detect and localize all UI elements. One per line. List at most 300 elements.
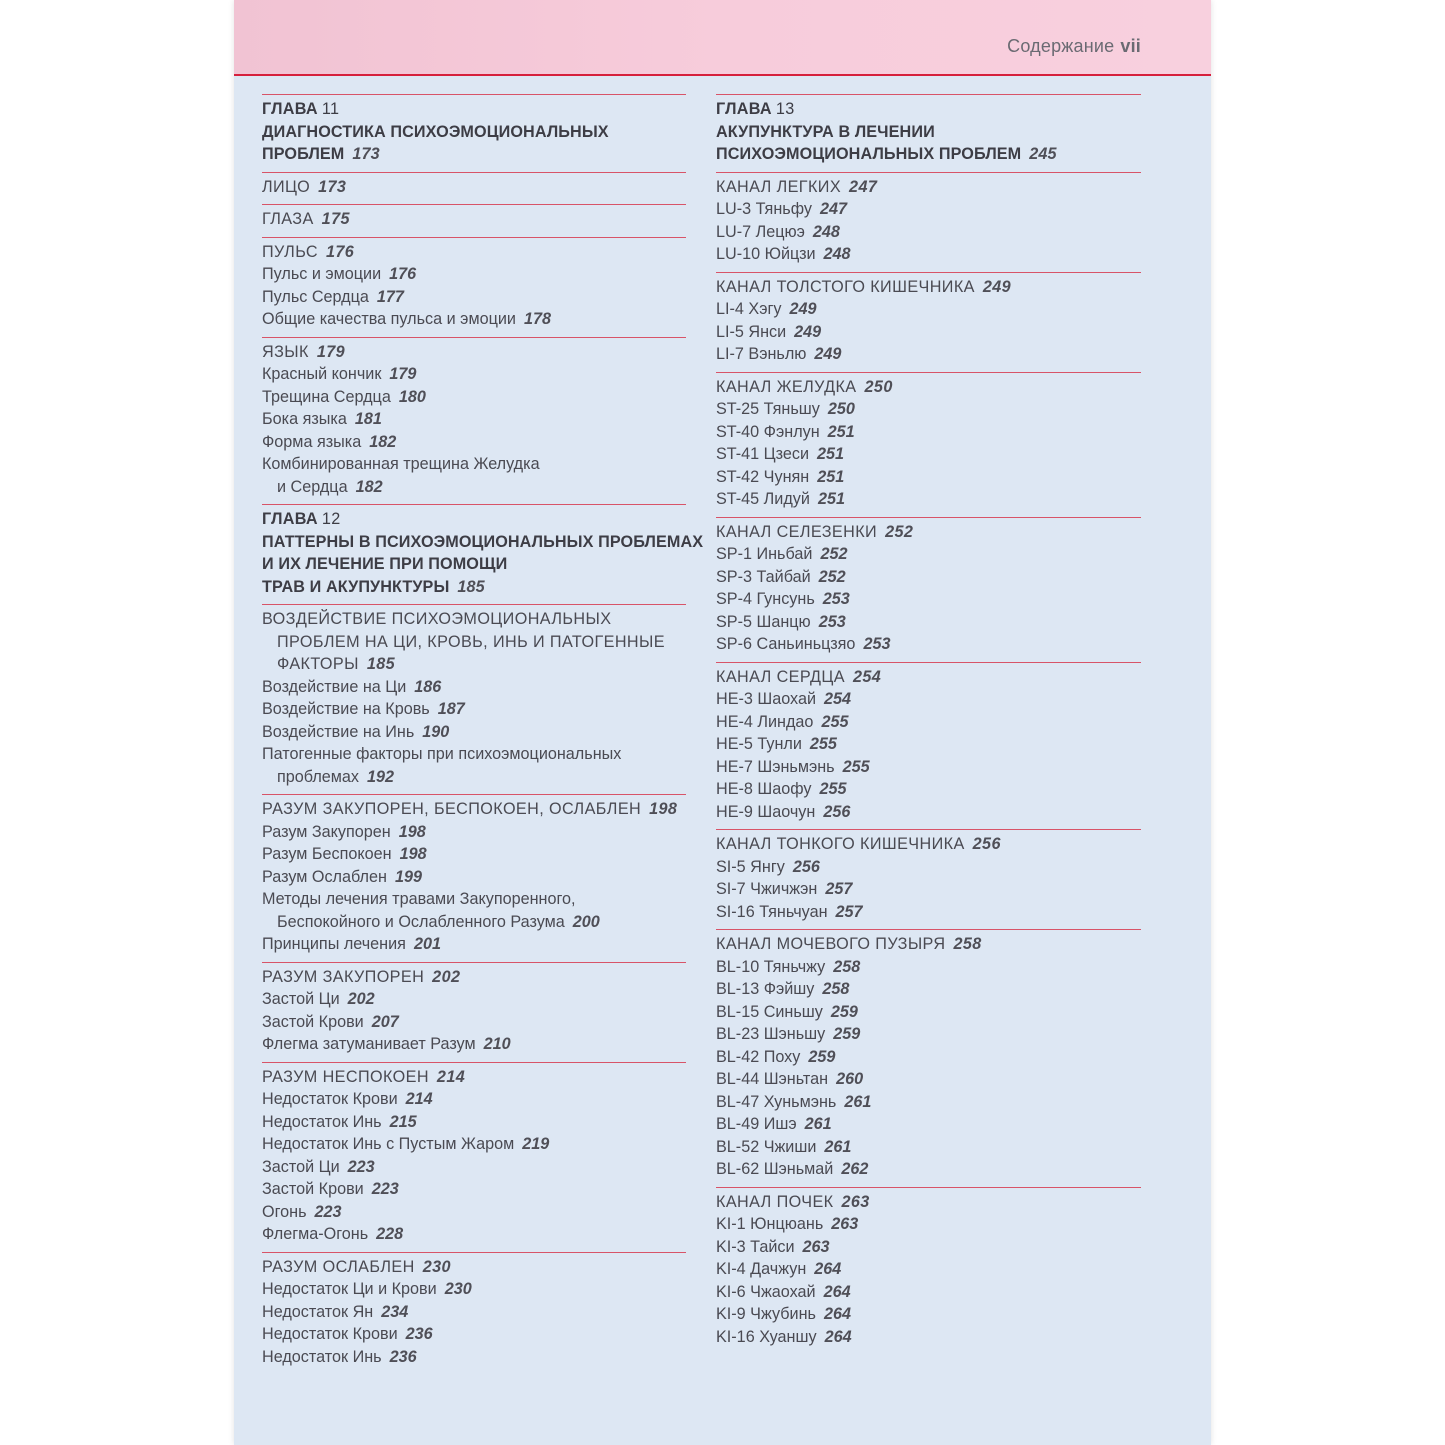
toc-section-heading <box>262 631 686 654</box>
toc-section <box>716 929 1141 1187</box>
toc-section <box>262 94 686 172</box>
entry-text: SP-5 Шанцю <box>716 612 811 631</box>
toc-entry <box>716 221 1141 244</box>
toc-entry <box>716 801 1141 824</box>
page-ref: 248 <box>823 245 851 263</box>
toc-section <box>262 504 704 604</box>
page-ref: 262 <box>841 1160 869 1178</box>
toc-section-heading <box>262 798 686 821</box>
header-band <box>234 0 1211 76</box>
entry-text: Разум Закупорен <box>262 822 391 841</box>
page-ref: 215 <box>389 1112 417 1131</box>
page-ref: 264 <box>823 1282 851 1301</box>
toc-entry <box>262 286 686 309</box>
page-ref: 251 <box>827 422 855 441</box>
entry-text: HE-9 Шаочун <box>716 802 816 821</box>
toc-entry <box>716 543 1141 566</box>
toc-section <box>262 204 686 237</box>
page-ref: 257 <box>825 880 853 898</box>
page-ref: 187 <box>437 700 465 718</box>
entry-text: ГЛАЗА <box>262 210 314 228</box>
page-ref: 230 <box>444 1280 472 1298</box>
toc-entry <box>262 988 686 1011</box>
toc-entry <box>716 243 1141 266</box>
entry-text: ПРОБЛЕМ НА ЦИ, КРОВЬ, ИНЬ И ПАТОГЕННЫЕ <box>277 632 665 651</box>
entry-text: Застой Ци <box>262 1157 340 1176</box>
chapter-title-line <box>716 121 1141 144</box>
entry-text: Застой Крови <box>262 1012 364 1031</box>
chapter-title-line <box>262 531 704 554</box>
toc-section-heading <box>262 208 686 231</box>
toc-section <box>716 1187 1141 1355</box>
entry-text: КАНАЛ ПОЧЕК <box>716 1192 834 1211</box>
toc-entry <box>716 878 1141 901</box>
toc-entry <box>716 711 1141 734</box>
entry-text: BL-15 Синьшу <box>716 1002 823 1021</box>
toc-entry <box>716 901 1141 924</box>
toc-section-heading <box>262 241 686 264</box>
entry-text: проблемах <box>277 767 359 786</box>
entry-text: Разум Беспокоен <box>262 845 392 863</box>
entry-text: SI-5 Янгу <box>716 857 785 876</box>
toc-entry <box>716 1001 1141 1024</box>
page-ref: 251 <box>817 467 845 486</box>
toc-section-heading <box>262 653 686 676</box>
toc-section <box>262 794 686 962</box>
page-ref: 263 <box>841 1192 870 1211</box>
toc-column-right <box>716 94 1141 1354</box>
page-ref: 261 <box>804 1115 832 1133</box>
toc-entry <box>262 1133 686 1156</box>
entry-text: ФАКТОРЫ <box>277 655 359 673</box>
toc-entry <box>262 386 686 409</box>
toc-entry <box>262 743 686 766</box>
toc-entry <box>262 1156 686 1179</box>
page-ref: 264 <box>814 1260 842 1278</box>
entry-text: Пульс и эмоции <box>262 265 382 283</box>
entry-text: Комбинированная трещина Желудка <box>262 455 540 473</box>
chapter-word: ГЛАВА <box>262 100 318 118</box>
entry-text: SI-16 Тяньчуан <box>716 902 828 921</box>
entry-text: Застой Ци <box>262 990 340 1008</box>
entry-text: Флегма-Огонь <box>262 1225 369 1243</box>
toc-section-heading <box>262 1066 686 1089</box>
toc-entry <box>262 676 686 699</box>
entry-text: КАНАЛ МОЧЕВОГО ПУЗЫРЯ <box>716 935 946 953</box>
page-ref: 253 <box>822 590 850 608</box>
page-ref: 186 <box>414 677 442 696</box>
chapter-title-text: ПАТТЕРНЫ В ПСИХОЭМОЦИОНАЛЬНЫХ ПРОБЛЕМАХ <box>262 532 704 551</box>
entry-text: HE-5 Тунли <box>716 735 802 753</box>
page-ref: 253 <box>818 612 846 631</box>
toc-section <box>262 337 686 505</box>
toc-entry <box>262 1301 686 1324</box>
entry-text: LI-7 Вэньлю <box>716 345 807 363</box>
page-ref: 207 <box>371 1012 399 1031</box>
toc-entry <box>716 1236 1141 1259</box>
entry-text: Патогенные факторы при психоэмоциональных <box>262 745 622 763</box>
toc-entry <box>262 888 686 911</box>
toc-entry <box>262 363 686 386</box>
page-ref: 179 <box>389 365 417 383</box>
running-head-label: Содержание <box>1007 36 1115 56</box>
toc-section <box>716 517 1141 662</box>
page-ref: 247 <box>819 200 847 218</box>
toc-entry <box>262 1201 686 1224</box>
chapter-title-line <box>262 553 686 576</box>
entry-text: РАЗУМ ОСЛАБЛЕН <box>262 1257 415 1276</box>
chapter-title-line <box>262 121 686 144</box>
page-ref: 256 <box>823 802 851 821</box>
entry-text: BL-47 Хуньмэнь <box>716 1092 837 1111</box>
page-ref: 179 <box>316 342 346 361</box>
page-ref: 175 <box>321 210 350 228</box>
page-ref: 253 <box>863 635 891 653</box>
toc-section-heading <box>262 176 686 199</box>
page-ref: 236 <box>405 1325 433 1343</box>
page-ref: 252 <box>818 567 846 586</box>
entry-text: KI-1 Юнцюань <box>716 1215 824 1233</box>
chapter-title-line <box>262 143 686 166</box>
page-ref: 260 <box>836 1070 864 1088</box>
toc-section <box>716 829 1141 929</box>
entry-text: и Сердца <box>277 477 348 496</box>
toc-section-heading <box>262 608 686 631</box>
toc-section <box>262 172 686 205</box>
entry-text: BL-49 Ишэ <box>716 1115 797 1133</box>
chapter-title-text: ТРАВ И АКУПУНКТУРЫ <box>262 577 450 596</box>
page-ref: 248 <box>812 222 840 241</box>
toc-entry <box>262 843 686 866</box>
page-ref: 219 <box>522 1135 550 1153</box>
toc-entry <box>716 1091 1141 1114</box>
page-ref: 173 <box>352 145 380 163</box>
toc-section-heading <box>716 1191 1141 1214</box>
page-ref: 249 <box>814 345 842 363</box>
entry-text: SP-6 Саньиньцзяо <box>716 635 856 653</box>
chapter-title-line <box>262 576 686 599</box>
toc-entry <box>716 1113 1141 1136</box>
page-ref: 255 <box>819 780 847 798</box>
toc-entry <box>716 1303 1141 1326</box>
toc-entry <box>716 343 1141 366</box>
entry-text: Недостаток Крови <box>262 1325 398 1343</box>
toc-entry <box>262 1033 686 1056</box>
entry-text: BL-44 Шэньтан <box>716 1070 829 1088</box>
entry-text: Принципы лечения <box>262 935 406 953</box>
book-page <box>234 0 1211 1445</box>
toc-entry <box>262 911 686 934</box>
page-ref: 258 <box>822 980 850 998</box>
page-ref: 251 <box>817 490 845 508</box>
entry-text: KI-9 Чжубинь <box>716 1305 816 1323</box>
entry-text: KI-6 Чжаохай <box>716 1282 816 1301</box>
toc-entry <box>716 1023 1141 1046</box>
page-ref: 261 <box>824 1137 852 1156</box>
page-ref: 198 <box>398 822 426 841</box>
toc-entry <box>716 421 1141 444</box>
toc-entry <box>716 466 1141 489</box>
page-ref: 181 <box>354 410 382 428</box>
entry-text: KI-16 Хуаншу <box>716 1327 817 1346</box>
entry-text: Огонь <box>262 1202 307 1221</box>
entry-text: Застой Крови <box>262 1180 364 1198</box>
toc-entry <box>716 298 1141 321</box>
entry-text: BL-10 Тяньчжу <box>716 957 826 976</box>
toc-entry <box>262 476 686 499</box>
page-ref: 210 <box>483 1035 511 1053</box>
entry-text: ЯЗЫК <box>262 342 309 361</box>
page-ref: 245 <box>1029 145 1057 163</box>
toc-section <box>716 372 1141 517</box>
entry-text: Беспокойного и Ослабленного Разума <box>277 912 565 931</box>
toc-section <box>716 94 1141 172</box>
toc-section-heading <box>262 966 686 989</box>
entry-text: HE-8 Шаофу <box>716 780 812 798</box>
entry-text: Недостаток Инь с Пустым Жаром <box>262 1135 515 1153</box>
toc-entry <box>716 588 1141 611</box>
page-ref: 180 <box>398 387 426 406</box>
page-ref: 173 <box>318 177 347 196</box>
entry-text: ST-25 Тяньшу <box>716 400 820 418</box>
page-ref: 223 <box>371 1180 399 1198</box>
toc-section-heading <box>716 276 1141 299</box>
entry-text: SP-3 Тайбай <box>716 567 811 586</box>
page-ref: 249 <box>794 322 822 341</box>
page-ref: 261 <box>844 1092 872 1111</box>
page-ref: 198 <box>649 800 678 818</box>
chapter-label <box>262 98 686 121</box>
toc-section <box>716 172 1141 272</box>
page-ref: 182 <box>369 432 397 451</box>
chapter-label <box>262 508 686 531</box>
toc-entry <box>262 453 686 476</box>
toc-entry <box>716 1136 1141 1159</box>
page-ref: 199 <box>394 867 422 886</box>
page-ref: 255 <box>809 735 837 753</box>
page-ref: 256 <box>792 857 820 876</box>
toc-entry <box>716 566 1141 589</box>
entry-text: SI-7 Чжичжэн <box>716 880 818 898</box>
page-ref: 185 <box>457 577 485 596</box>
entry-text: КАНАЛ ЖЕЛУДКА <box>716 377 857 396</box>
chapter-word: ГЛАВА <box>262 510 318 528</box>
toc-column-left <box>262 94 704 1374</box>
toc-section-heading <box>716 521 1141 544</box>
page-ref: 223 <box>314 1202 342 1221</box>
toc-section <box>262 1252 686 1375</box>
entry-text: КАНАЛ ТОЛСТОГО КИШЕЧНИКА <box>716 277 975 296</box>
page-ref: 258 <box>833 957 861 976</box>
toc-section-heading <box>716 666 1141 689</box>
page-ref: 214 <box>405 1090 433 1108</box>
entry-text: Трещина Сердца <box>262 387 391 406</box>
page-ref: 192 <box>367 767 395 786</box>
toc-entry <box>716 688 1141 711</box>
entry-text: Форма языка <box>262 432 362 451</box>
page-ref: 250 <box>827 400 855 418</box>
entry-text: ПУЛЬС <box>262 242 318 261</box>
page-ref: 198 <box>399 845 427 863</box>
page-ref: 259 <box>808 1047 836 1066</box>
entry-text: КАНАЛ СЕРДЦА <box>716 667 845 686</box>
toc-entry <box>262 431 686 454</box>
chapter-title-text: ПСИХОЭМОЦИОНАЛЬНЫХ ПРОБЛЕМ <box>716 145 1022 163</box>
entry-text: ST-42 Чунян <box>716 467 810 486</box>
page-ref: 236 <box>389 1347 417 1366</box>
chapter-number: 13 <box>775 100 795 118</box>
page-ref: 178 <box>523 310 551 328</box>
entry-text: ЛИЦО <box>262 177 311 196</box>
entry-text: РАЗУМ ЗАКУПОРЕН, БЕСПОКОЕН, ОСЛАБЛЕН <box>262 800 642 818</box>
toc-section <box>262 237 686 337</box>
toc-entry <box>262 1088 686 1111</box>
toc-entry <box>716 1213 1141 1236</box>
toc-entry <box>716 1326 1141 1349</box>
entry-text: КАНАЛ ТОНКОГО КИШЕЧНИКА <box>716 835 965 853</box>
page-ref: 228 <box>376 1225 404 1243</box>
toc-entry <box>716 611 1141 634</box>
entry-text: Красный кончик <box>262 365 382 383</box>
toc-entry <box>716 488 1141 511</box>
page-ref: 185 <box>366 655 396 673</box>
entry-text: ST-40 Фэнлун <box>716 422 820 441</box>
entry-text: LU-7 Лецюэ <box>716 222 805 241</box>
page-ref: 247 <box>849 177 878 196</box>
toc-entry <box>262 1278 686 1301</box>
chapter-label <box>716 98 1141 121</box>
entry-text: Методы лечения травами Закупоренного, <box>262 890 576 908</box>
entry-text: Пульс Сердца <box>262 287 369 306</box>
entry-text: Недостаток Ян <box>262 1302 374 1321</box>
page-number: vii <box>1120 36 1141 56</box>
entry-text: Недостаток Крови <box>262 1090 398 1108</box>
entry-text: SP-1 Иньбай <box>716 545 813 563</box>
chapter-title-text: ПРОБЛЕМ <box>262 145 345 163</box>
toc-section <box>716 272 1141 372</box>
chapter-number: 11 <box>321 100 340 118</box>
toc-section-heading <box>716 376 1141 399</box>
entry-text: ВОЗДЕЙСТВИЕ ПСИХОЭМОЦИОНАЛЬНЫХ <box>262 610 612 628</box>
toc-entry <box>716 733 1141 756</box>
chapter-number: 12 <box>321 510 341 528</box>
page-ref: 256 <box>972 835 1001 853</box>
entry-text: Недостаток Ци и Крови <box>262 1280 437 1298</box>
toc-entry <box>262 308 686 331</box>
entry-text: РАЗУМ НЕСПОКОЕН <box>262 1067 429 1086</box>
page-ref: 182 <box>355 477 383 496</box>
toc-section-heading <box>262 1256 686 1279</box>
entry-text: LU-10 Юйцзи <box>716 245 816 263</box>
toc-entry <box>262 1346 686 1369</box>
entry-text: KI-4 Дачжун <box>716 1260 807 1278</box>
page-ref: 263 <box>802 1237 830 1256</box>
toc-entry <box>716 321 1141 344</box>
entry-text: РАЗУМ ЗАКУПОРЕН <box>262 967 425 986</box>
toc-section <box>716 662 1141 830</box>
entry-text: Общие качества пульса и эмоции <box>262 310 516 328</box>
entry-text: HE-3 Шаохай <box>716 690 816 708</box>
page-ref: 176 <box>325 242 355 261</box>
page-ref: 234 <box>381 1302 409 1321</box>
page-ref: 202 <box>432 967 461 986</box>
page-ref: 259 <box>830 1002 858 1021</box>
entry-text: HE-7 Шэньмэнь <box>716 757 835 776</box>
toc-entry <box>262 866 686 889</box>
toc-entry <box>262 933 686 956</box>
entry-text: ST-41 Цзеси <box>716 445 810 463</box>
toc-entry <box>262 263 686 286</box>
entry-text: KI-3 Тайси <box>716 1237 795 1256</box>
toc-entry <box>262 1323 686 1346</box>
entry-text: SP-4 Гунсунь <box>716 590 815 608</box>
toc-entry <box>262 698 686 721</box>
toc-entry <box>262 1111 686 1134</box>
toc-entry <box>716 856 1141 879</box>
page-ref: 249 <box>982 277 1012 296</box>
entry-text: Недостаток Инь <box>262 1347 382 1366</box>
toc-entry <box>262 721 686 744</box>
page-ref: 230 <box>422 1257 451 1276</box>
page-ref: 214 <box>436 1067 466 1086</box>
page-ref: 176 <box>389 265 417 283</box>
entry-text: Воздействие на Ци <box>262 677 407 696</box>
entry-text: BL-52 Чжиши <box>716 1137 817 1156</box>
page-ref: 254 <box>824 690 852 708</box>
toc-entry <box>716 1046 1141 1069</box>
page-ref: 255 <box>821 712 849 731</box>
chapter-title-text: ДИАГНОСТИКА ПСИХОЭМОЦИОНАЛЬНЫХ <box>262 122 609 141</box>
entry-text: Флегма затуманивает Разум <box>262 1035 476 1053</box>
toc-entry <box>716 198 1141 221</box>
toc-section <box>262 604 686 794</box>
chapter-title-text: АКУПУНКТУРА В ЛЕЧЕНИИ <box>716 122 935 141</box>
running-head <box>1007 36 1141 57</box>
toc-section-heading <box>716 176 1141 199</box>
page-ref: 200 <box>572 912 600 931</box>
toc-entry <box>716 1258 1141 1281</box>
toc-entry <box>716 1281 1141 1304</box>
toc-entry <box>716 1068 1141 1091</box>
entry-text: BL-62 Шэньмай <box>716 1160 834 1178</box>
toc-entry <box>716 633 1141 656</box>
entry-text: Недостаток Инь <box>262 1112 382 1131</box>
entry-text: BL-23 Шэньшу <box>716 1025 826 1043</box>
entry-text: BL-13 Фэйшу <box>716 980 815 998</box>
entry-text: Воздействие на Инь <box>262 722 415 741</box>
toc-entry <box>716 756 1141 779</box>
page-ref: 249 <box>789 300 817 318</box>
toc-section <box>262 1062 686 1252</box>
toc-section <box>262 962 686 1062</box>
entry-text: КАНАЛ ЛЕГКИХ <box>716 177 842 196</box>
page-ref: 201 <box>413 935 441 953</box>
page-ref: 255 <box>842 757 870 776</box>
toc-entry <box>716 978 1141 1001</box>
entry-text: HE-4 Линдао <box>716 712 814 731</box>
toc-entry <box>716 443 1141 466</box>
entry-text: BL-42 Поху <box>716 1047 801 1066</box>
toc-section-heading <box>262 341 686 364</box>
toc-entry <box>262 766 686 789</box>
toc-section-heading <box>716 833 1141 856</box>
chapter-word: ГЛАВА <box>716 100 772 118</box>
page-ref: 177 <box>376 287 404 306</box>
page-ref: 190 <box>422 722 450 741</box>
toc-entry <box>262 1223 686 1246</box>
page-ref: 250 <box>864 377 893 396</box>
page-ref: 258 <box>953 935 982 953</box>
